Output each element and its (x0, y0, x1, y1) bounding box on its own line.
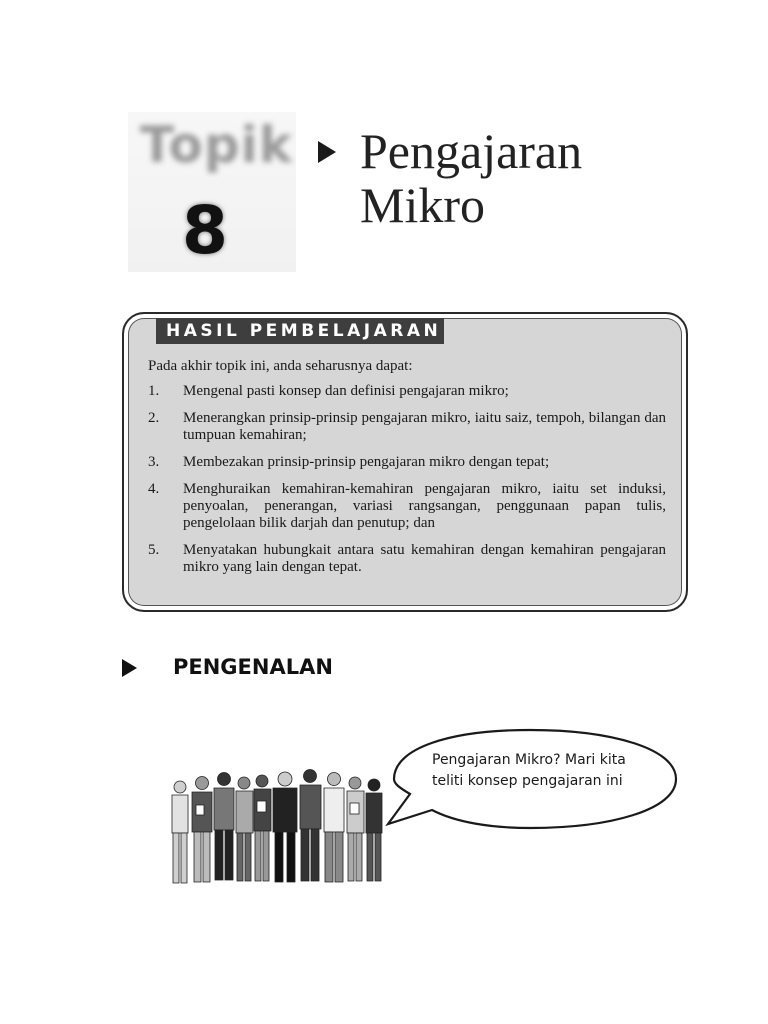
chapter-badge (128, 112, 296, 272)
chapter-title (360, 124, 582, 232)
section-arrow-icon (122, 659, 137, 677)
list-item-text: Menghuraikan kemahiran-kemahiran pengajaran mikro, iaitu set induksi, penyoalan, penerangan, variasi rangsangan, penggunaan papan tulis, pengelolaan bilik darjah dan penutup; dan (183, 481, 666, 531)
learning-outcomes-intro: Pada akhir topik ini, anda seharusnya dapat: (148, 358, 413, 374)
person-figure (214, 773, 234, 881)
list-item-text: Membezakan prinsip-prinsip pengajaran mikro dengan tepat; (183, 454, 550, 470)
people-group-illustration (158, 765, 393, 890)
list-item (148, 410, 666, 444)
list-item-number: 1. (148, 383, 160, 399)
person-figure (172, 781, 188, 883)
list-item (148, 481, 666, 532)
person-figure (254, 775, 271, 881)
list-item-number: 5. (148, 542, 160, 558)
person-figure (300, 770, 321, 882)
chapter-title-line2: Mikro (360, 177, 485, 233)
chapter-label: Topik (140, 116, 293, 174)
list-item-text: Mengenal pasti konsep dan definisi pengajaran mikro; (183, 383, 509, 399)
person-figure (192, 777, 212, 883)
speech-bubble-line1: Pengajaran Mikro? Mari kita (432, 752, 626, 768)
list-item (148, 454, 666, 471)
person-figure (236, 777, 253, 881)
person-figure (347, 777, 364, 881)
learning-outcomes-list (148, 383, 666, 586)
chapter-title-line1: Pengajaran (360, 123, 583, 179)
speech-bubble-text (432, 750, 662, 792)
list-item-text: Menyatakan hubungkait antara satu kemahiran dengan kemahiran pengajaran mikro yang lain dengan tepat. (183, 542, 666, 575)
speech-bubble-line2: teliti konsep pengajaran ini (432, 773, 623, 789)
list-item (148, 542, 666, 576)
list-item-number: 3. (148, 454, 160, 470)
learning-outcomes-label: HASIL PEMBELAJARAN (156, 318, 444, 344)
title-arrow-icon (318, 141, 336, 163)
list-item-text: Menerangkan prinsip-prinsip pengajaran mikro, iaitu saiz, tempoh, bilangan dan tumpuan kemahiran; (183, 410, 666, 443)
chapter-number: 8 (182, 192, 228, 269)
person-figure (273, 772, 297, 882)
person-figure (324, 773, 344, 883)
list-item-number: 2. (148, 410, 160, 426)
section-heading: PENGENALAN (173, 655, 333, 679)
list-item-number: 4. (148, 481, 160, 497)
list-item (148, 383, 666, 400)
